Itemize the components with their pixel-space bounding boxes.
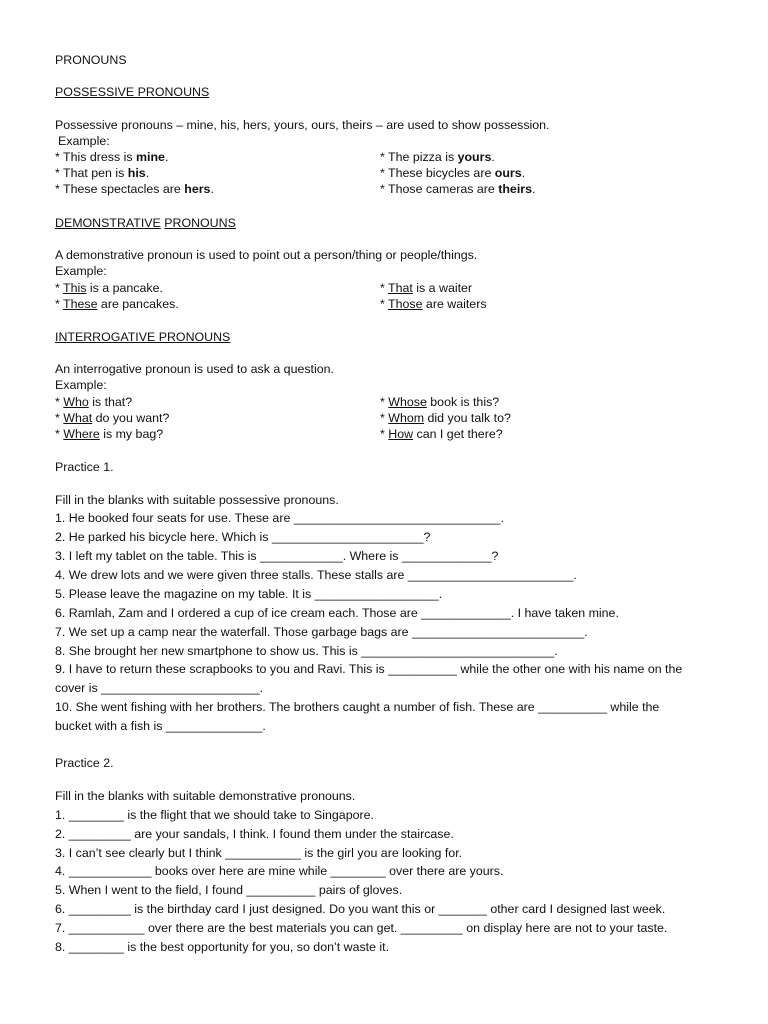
demonstrative-example: * That is a waiter: [380, 281, 473, 295]
demonstrative-example: * These are pancakes.: [55, 297, 179, 311]
practice1-item: 1. He booked four seats for use. These are ______________________________.: [55, 511, 504, 525]
practice1-item: 5. Please leave the magazine on my table. It is __________________.: [55, 587, 443, 601]
possessive-example: * That pen is his.: [55, 166, 150, 180]
interrogative-example-label: Example:: [55, 378, 107, 392]
demonstrative-example: * Those are waiters: [380, 297, 487, 311]
practice1-item: 8. She brought her new smartphone to show us. This is ____________________________.: [55, 644, 558, 658]
practice2-item: 7. ___________ over there are the best materials you can get. _________ on display here are not to your taste.: [55, 921, 668, 935]
interrogative-example: * How can I get there?: [380, 427, 503, 441]
interrogative-example: * Whom did you talk to?: [380, 411, 511, 425]
practice1-item: 6. Ramlah, Zam and I ordered a cup of ice cream each. Those are _____________. I have taken mine.: [55, 606, 619, 620]
practice1-item: 10. She went fishing with her brothers. The brothers caught a number of fish. These are __________ while the: [55, 700, 660, 714]
practice2-item: 4. ____________ books over here are mine while ________ over there are yours.: [55, 864, 504, 878]
practice2-item: 6. _________ is the birthday card I just designed. Do you want this or _______ other card I designed last week.: [55, 902, 666, 916]
interrogative-example: * Who is that?: [55, 395, 133, 409]
practice2-item: 5. When I went to the field, I found __________ pairs of gloves.: [55, 883, 403, 897]
interrogative-example: * Where is my bag?: [55, 427, 164, 441]
demonstrative-example-label: Example:: [55, 264, 107, 278]
practice2-item: 2. _________ are your sandals, I think. I found them under the staircase.: [55, 827, 454, 841]
practice1-item: cover is _______________________.: [55, 681, 264, 695]
practice2-instruction: Fill in the blanks with suitable demonstrative pronouns.: [55, 789, 356, 803]
practice2-item: 8. ________ is the best opportunity for you, so don’t waste it.: [55, 940, 390, 954]
practice1-item: 3. I left my tablet on the table. This is ____________. Where is _____________?: [55, 549, 499, 563]
possessive-heading: POSSESSIVE PRONOUNS: [55, 85, 210, 99]
practice1-item: bucket with a fish is ______________.: [55, 719, 266, 733]
demonstrative-intro: A demonstrative pronoun is used to point out a person/thing or people/things.: [55, 248, 478, 262]
interrogative-example: * Whose book is this?: [380, 395, 500, 409]
possessive-example: * Those cameras are theirs.: [380, 182, 536, 196]
practice1-item: 2. He parked his bicycle here. Which is ______________________?: [55, 530, 431, 544]
interrogative-intro: An interrogative pronoun is used to ask a question.: [55, 362, 334, 376]
practice2-item: 3. I can’t see clearly but I think ___________ is the girl you are looking for.: [55, 846, 463, 860]
interrogative-heading: INTERROGATIVE PRONOUNS: [55, 330, 231, 344]
possessive-example: * These bicycles are ours.: [380, 166, 526, 180]
practice1-item: 7. We set up a camp near the waterfall. Those garbage bags are _________________________.: [55, 625, 588, 639]
practice2-title: Practice 2.: [55, 756, 114, 770]
possessive-example: * The pizza is yours.: [380, 150, 495, 164]
practice1-item: 4. We drew lots and we were given three stalls. These stalls are ________________________.: [55, 568, 577, 582]
practice1-instruction: Fill in the blanks with suitable possessive pronouns.: [55, 493, 339, 507]
demonstrative-heading: DEMONSTRATIVE PRONOUNS: [55, 216, 236, 230]
possessive-example: * This dress is mine.: [55, 150, 169, 164]
possessive-example: * These spectacles are hers.: [55, 182, 214, 196]
practice1-title: Practice 1.: [55, 460, 114, 474]
demonstrative-example: * This is a pancake.: [55, 281, 163, 295]
possessive-intro: Possessive pronouns – mine, his, hers, yours, ours, theirs – are used to show possession.: [55, 118, 550, 132]
interrogative-example: * What do you want?: [55, 411, 170, 425]
page-title: PRONOUNS: [55, 53, 127, 67]
possessive-example-label: Example:: [58, 134, 110, 148]
practice2-item: 1. ________ is the flight that we should take to Singapore.: [55, 808, 374, 822]
practice1-item: 9. I have to return these scrapbooks to you and Ravi. This is __________ while the other one with his name on the: [55, 662, 683, 676]
